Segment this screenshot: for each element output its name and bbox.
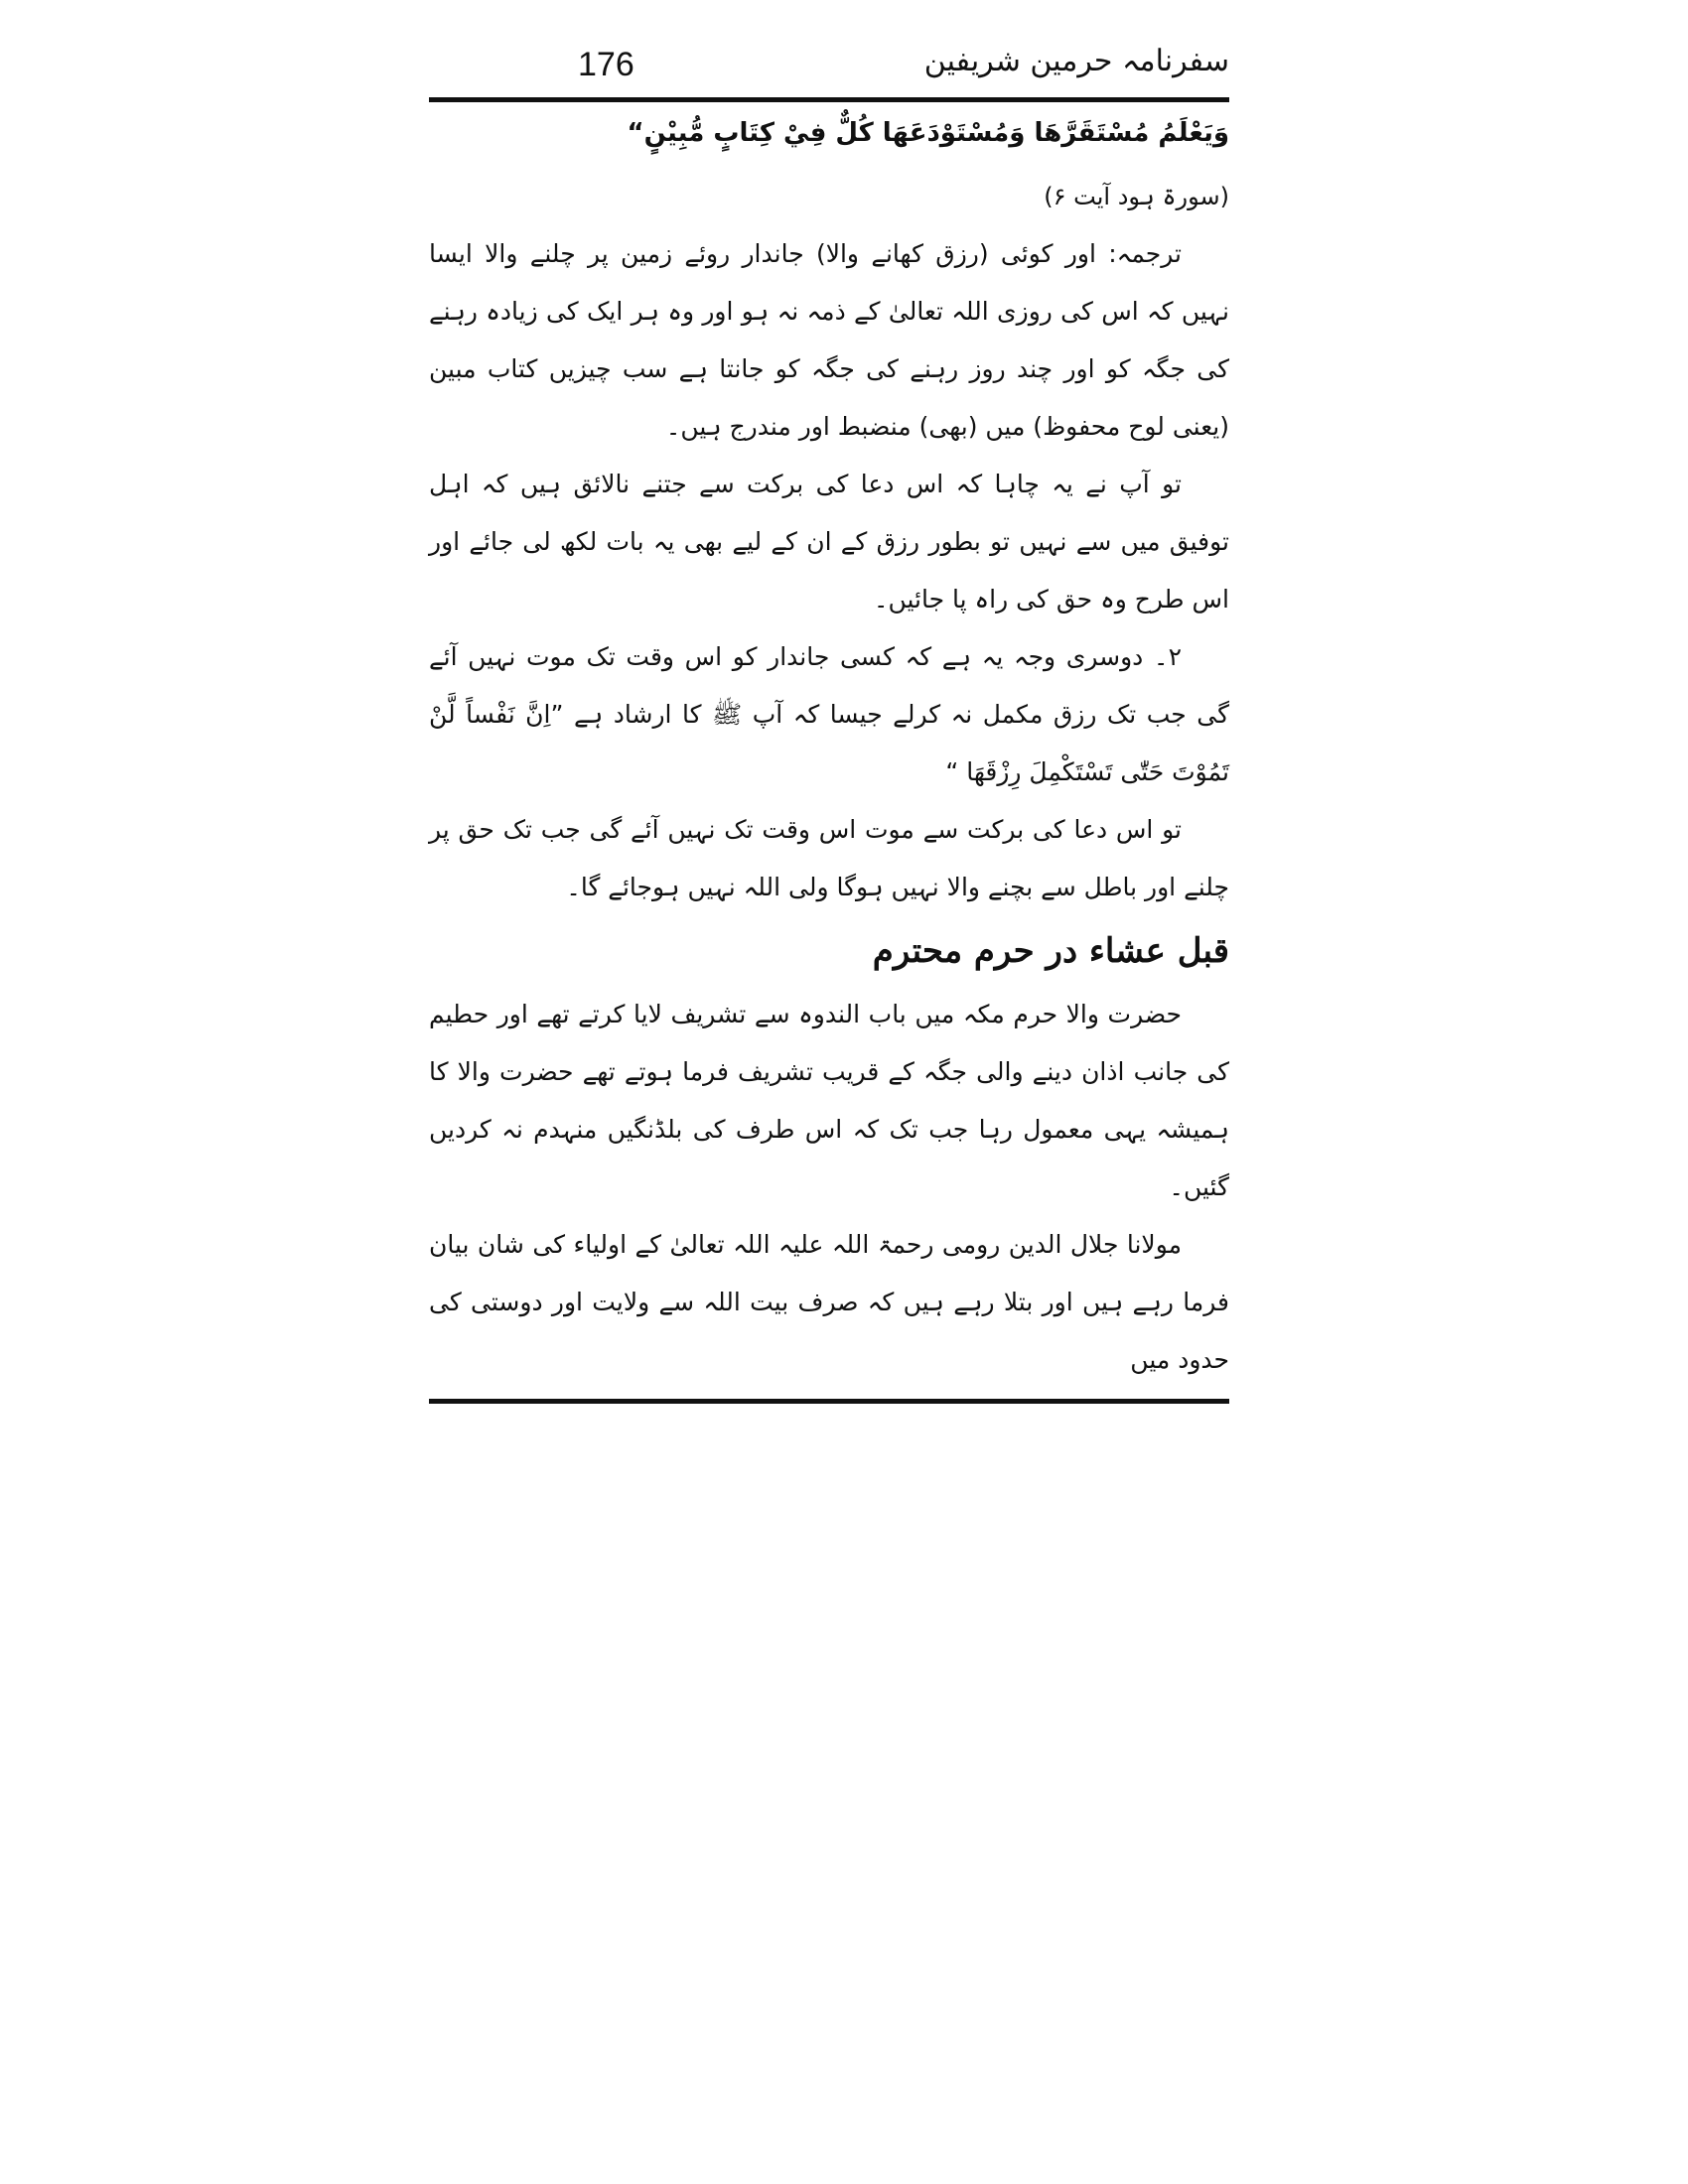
paragraph-1: تو آپ نے یہ چاہا کہ اس دعا کی برکت سے جتنے نالائق ہیں کہ اہل توفیق میں سے نہیں تو بطور رزق کے ان کے لیے بھی یہ بات لکھ لی جائے اور اس طرح وہ حق کی راہ پا جائیں۔ — [429, 470, 1229, 614]
footer-rule — [429, 1399, 1229, 1404]
header-rule — [429, 97, 1229, 102]
verse-reference: (سورۃ ہود آیت ۶) — [1044, 183, 1229, 210]
paragraph-2: ۲۔ دوسری وجہ یہ ہے کہ کسی جاندار کو اس وقت تک موت نہیں آئے گی جب تک رزق مکمل نہ کرلے جیسا کہ آپ ﷺ کا ارشاد ہے ”اِنَّ نَفْساً لَّنْ تَمُوْتَ حَتّٰی تَسْتَكْمِلَ رِزْقَهَا “ — [429, 642, 1229, 786]
quran-verse: وَيَعْلَمُ مُسْتَقَرَّهَا وَمُسْتَوْدَعَهَا كُلٌّ فِيْ كِتَابٍ مُّبِيْنٍ“ — [627, 118, 1229, 148]
section-heading: قبل عشاء در حرم محترم — [872, 931, 1229, 971]
paragraph-3: تو اس دعا کی برکت سے موت اس وقت تک نہیں آئے گی جب تک حق پر چلنے اور باطل سے بچنے والا نہیں ہوگا ولی اللہ نہیں ہوجائے گا۔ — [429, 815, 1229, 901]
book-title: سفرنامہ حرمین شریفین — [923, 44, 1229, 78]
page-number: 176 — [578, 46, 634, 83]
translation-paragraph: ترجمہ: اور کوئی (رزق کھانے والا) جاندار روئے زمین پر چلنے والا ایسا نہیں کہ اس کی روزی اللہ تعالیٰ کے ذمہ نہ ہو اور وہ ہر ایک کی زیادہ رہنے کی جگہ کو اور چند روز رہنے کی جگہ کو جانتا ہے سب چیزیں کتاب مبین (یعنی لوح محفوظ) میں (بھی) منضبط اور مندرج ہیں۔ — [429, 239, 1229, 441]
paragraph-4: حضرت والا حرم مکہ میں باب الندوہ سے تشریف لایا کرتے تھے اور حطیم کی جانب اذان دینے والی جگہ کے قریب تشریف فرما ہوتے تھے حضرت والا کا ہمیشہ یہی معمول رہا جب تک کہ اس طرف کی بلڈنگیں منہدم نہ کردیں گئیں۔ — [429, 1000, 1229, 1201]
paragraph-5: مولانا جلال الدین رومی رحمۃ اللہ علیہ اللہ تعالیٰ کے اولیاء کی شان بیان فرما رہے ہیں اور بتلا رہے ہیں کہ صرف بیت اللہ سے ولایت اور دوستی کی حدود میں — [429, 1230, 1229, 1374]
document-page — [429, 40, 1229, 1404]
page-header — [429, 40, 1229, 97]
